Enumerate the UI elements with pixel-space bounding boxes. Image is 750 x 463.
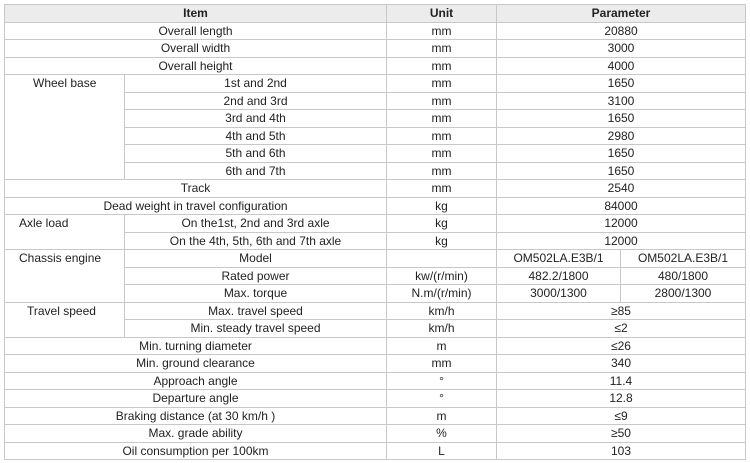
spec-table-container	[4, 4, 746, 460]
value-cell: 340	[497, 355, 746, 373]
table-row	[5, 355, 746, 373]
unit-cell: mm	[387, 145, 497, 163]
unit-cell	[387, 250, 497, 268]
unit-cell: °	[387, 390, 497, 408]
item-cell: Overall height	[5, 57, 387, 75]
header-parameter: Parameter	[497, 5, 746, 23]
item-cell: Min. steady travel speed	[125, 320, 387, 338]
value-cell: 1650	[497, 162, 746, 180]
item-cell: 4th and 5th	[125, 127, 387, 145]
value-cell: 103	[497, 442, 746, 460]
value-cell: ≥50	[497, 425, 746, 443]
unit-cell: km/h	[387, 320, 497, 338]
value-cell: 1650	[497, 145, 746, 163]
item-cell: Approach angle	[5, 372, 387, 390]
unit-cell: %	[387, 425, 497, 443]
unit-cell: °	[387, 372, 497, 390]
table-row	[5, 22, 746, 40]
value-cell: ≥85	[497, 302, 746, 320]
item-cell: 3rd and 4th	[125, 110, 387, 128]
header-row	[5, 5, 746, 23]
spec-table	[4, 4, 746, 460]
unit-cell: N.m/(r/min)	[387, 285, 497, 303]
value-cell-b: 2800/1300	[621, 285, 746, 303]
value-cell: 4000	[497, 57, 746, 75]
value-cell: 12.8	[497, 390, 746, 408]
unit-cell: mm	[387, 57, 497, 75]
item-cell: On the1st, 2nd and 3rd axle	[125, 215, 387, 233]
table-row	[5, 302, 746, 320]
table-row	[5, 442, 746, 460]
table-row	[5, 425, 746, 443]
value-cell: 2980	[497, 127, 746, 145]
unit-cell: km/h	[387, 302, 497, 320]
table-row	[5, 215, 746, 233]
item-cell: Min. turning diameter	[5, 337, 387, 355]
value-cell: 11.4	[497, 372, 746, 390]
unit-cell: mm	[387, 110, 497, 128]
unit-cell: kg	[387, 197, 497, 215]
unit-cell: mm	[387, 180, 497, 198]
item-cell: Oil consumption per 100km	[5, 442, 387, 460]
item-cell: Braking distance (at 30 km/h )	[5, 407, 387, 425]
unit-cell: m	[387, 407, 497, 425]
value-cell: ≤2	[497, 320, 746, 338]
value-cell: 20880	[497, 22, 746, 40]
unit-cell: mm	[387, 22, 497, 40]
group-label-axle-load: Axle load	[5, 215, 125, 250]
unit-cell: kw/(r/min)	[387, 267, 497, 285]
item-cell: Overall width	[5, 40, 387, 58]
group-label-chassis-engine: Chassis engine	[5, 250, 125, 303]
value-cell: ≤26	[497, 337, 746, 355]
unit-cell: m	[387, 337, 497, 355]
value-cell: 12000	[497, 232, 746, 250]
table-row	[5, 57, 746, 75]
item-cell: Min. ground clearance	[5, 355, 387, 373]
table-row	[5, 180, 746, 198]
unit-cell: mm	[387, 75, 497, 93]
item-cell: Overall length	[5, 22, 387, 40]
value-cell: 3100	[497, 92, 746, 110]
item-cell: 5th and 6th	[125, 145, 387, 163]
value-cell: ≤9	[497, 407, 746, 425]
unit-cell: mm	[387, 40, 497, 58]
item-cell: Model	[125, 250, 387, 268]
value-cell-b: 480/1800	[621, 267, 746, 285]
table-row	[5, 75, 746, 93]
unit-cell: mm	[387, 127, 497, 145]
item-cell: 6th and 7th	[125, 162, 387, 180]
item-cell: 2nd and 3rd	[125, 92, 387, 110]
item-cell: On the 4th, 5th, 6th and 7th axle	[125, 232, 387, 250]
item-cell: Max. travel speed	[125, 302, 387, 320]
header-unit: Unit	[387, 5, 497, 23]
table-row	[5, 250, 746, 268]
value-cell: 1650	[497, 110, 746, 128]
table-row	[5, 337, 746, 355]
table-row	[5, 40, 746, 58]
value-cell-b: OM502LA.E3B/1	[621, 250, 746, 268]
table-row	[5, 197, 746, 215]
value-cell: 1650	[497, 75, 746, 93]
value-cell: 3000	[497, 40, 746, 58]
item-cell: Rated power	[125, 267, 387, 285]
item-cell: Track	[5, 180, 387, 198]
unit-cell: kg	[387, 215, 497, 233]
value-cell: 12000	[497, 215, 746, 233]
unit-cell: kg	[387, 232, 497, 250]
group-label-wheel-base: Wheel base	[5, 75, 125, 180]
group-label-travel-speed: Travel speed	[5, 302, 125, 337]
item-cell: Max. torque	[125, 285, 387, 303]
value-cell: 2540	[497, 180, 746, 198]
table-row	[5, 407, 746, 425]
item-cell: 1st and 2nd	[125, 75, 387, 93]
header-item: Item	[5, 5, 387, 23]
item-cell: Max. grade ability	[5, 425, 387, 443]
value-cell-a: OM502LA.E3B/1	[497, 250, 621, 268]
item-cell: Dead weight in travel configuration	[5, 197, 387, 215]
unit-cell: mm	[387, 92, 497, 110]
unit-cell: mm	[387, 162, 497, 180]
table-row	[5, 390, 746, 408]
value-cell-a: 3000/1300	[497, 285, 621, 303]
unit-cell: mm	[387, 355, 497, 373]
table-row	[5, 372, 746, 390]
value-cell-a: 482.2/1800	[497, 267, 621, 285]
value-cell: 84000	[497, 197, 746, 215]
item-cell: Departure angle	[5, 390, 387, 408]
unit-cell: L	[387, 442, 497, 460]
